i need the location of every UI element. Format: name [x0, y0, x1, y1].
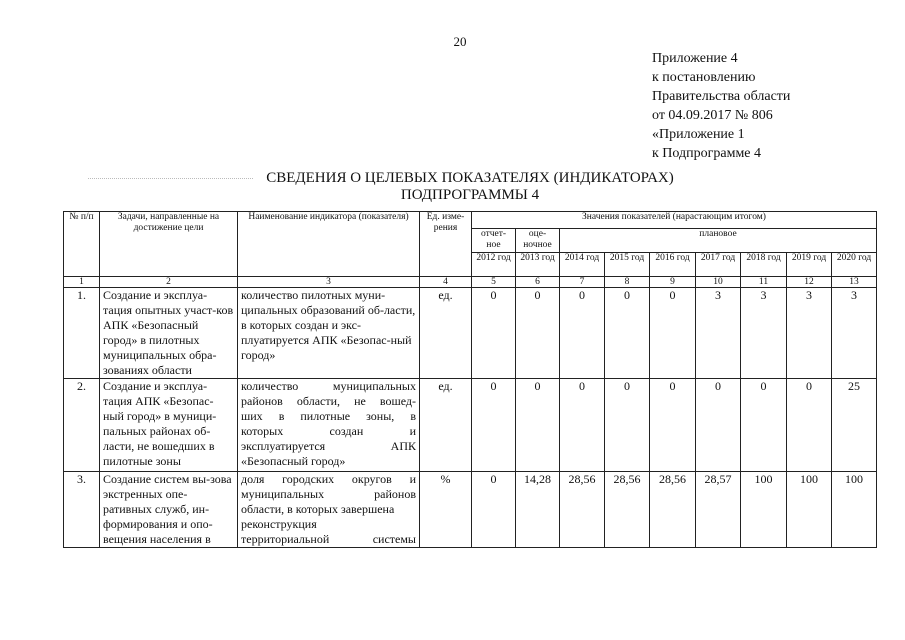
column-number: 10 [696, 277, 741, 288]
indicators-table [63, 211, 877, 548]
row-value: 3 [787, 288, 832, 379]
column-number: 9 [650, 277, 696, 288]
row-value: 28,57 [696, 472, 741, 548]
row-number: 2. [64, 379, 100, 472]
indicator-line: ших в пилотные зоны, в [241, 409, 416, 423]
appendix-line: от 04.09.2017 № 806 [652, 108, 773, 123]
column-number: 5 [472, 277, 516, 288]
header-year: 2013 год [516, 253, 560, 277]
column-number: 13 [832, 277, 877, 288]
row-value: 28,56 [560, 472, 605, 548]
row-unit: ед. [420, 288, 472, 379]
header-tasks: Задачи, направленные на достижение цели [100, 212, 238, 277]
row-number: 3. [64, 472, 100, 548]
indicator-line: которых создан и [241, 424, 416, 438]
document-title [150, 170, 790, 204]
row-value: 0 [696, 379, 741, 472]
row-value: 0 [741, 379, 787, 472]
row-value: 0 [605, 379, 650, 472]
row-value: 25 [832, 379, 877, 472]
header-indicator: Наименование индикатора (показателя) [238, 212, 420, 277]
row-value: 0 [605, 288, 650, 379]
column-number: 4 [420, 277, 472, 288]
row-task: Создание систем вы-зова экстренных опе-ративных служб, ин-формирования и опо-вещения населения в [100, 472, 238, 548]
header-estimate: оце-ночное [516, 229, 560, 253]
header-planned: плановое [560, 229, 877, 253]
header-year: 2017 год [696, 253, 741, 277]
row-value: 28,56 [605, 472, 650, 548]
row-value: 0 [787, 379, 832, 472]
indicator-line: «Безопасный город» [241, 454, 346, 468]
column-number: 8 [605, 277, 650, 288]
row-unit: % [420, 472, 472, 548]
header-values: Значения показателей (нарастающим итогом) [472, 212, 877, 229]
row-value: 0 [650, 379, 696, 472]
row-indicator [238, 472, 420, 548]
header-year: 2018 год [741, 253, 787, 277]
appendix-line: Правительства области [652, 89, 791, 104]
row-indicator: количество пилотных муни-ципальных образований об-ласти, в которых создан и экс-плуатируется АПК «Безопас-ный город» [238, 288, 420, 379]
appendix-line: к Подпрограмме 4 [652, 146, 762, 161]
row-number: 1. [64, 288, 100, 379]
header-unit: Ед. изме-рения [420, 212, 472, 277]
table-row [64, 288, 877, 379]
header-year: 2014 год [560, 253, 605, 277]
title-line-1: СВЕДЕНИЯ О ЦЕЛЕВЫХ ПОКАЗАТЕЛЯХ (ИНДИКАТОРАХ) [266, 170, 674, 186]
row-task: Создание и эксплуа-тация опытных участ-ков АПК «Безопасный город» в пилотных муниципальных обра-зованиях области [100, 288, 238, 379]
page-number: 20 [453, 34, 467, 49]
column-number: 12 [787, 277, 832, 288]
appendix-line: Приложение 4 [652, 51, 738, 66]
row-value: 0 [472, 472, 516, 548]
indicator-line: доля городских округов и [241, 472, 416, 486]
title-line-2: ПОДПРОГРАММЫ 4 [400, 187, 540, 203]
row-value: 100 [787, 472, 832, 548]
row-value: 100 [741, 472, 787, 548]
row-value: 28,56 [650, 472, 696, 548]
header-report: отчет-ное [472, 229, 516, 253]
row-value: 3 [741, 288, 787, 379]
header-year: 2020 год [832, 253, 877, 277]
indicator-line: территориальной системы [241, 532, 416, 546]
row-unit: ед. [420, 379, 472, 472]
row-value: 0 [560, 379, 605, 472]
indicator-line: эксплуатируется АПК [241, 439, 416, 453]
indicator-line: области, в которых завершена [241, 502, 395, 516]
row-value: 0 [472, 288, 516, 379]
indicator-line: количество муниципальных [241, 379, 416, 393]
row-value: 0 [560, 288, 605, 379]
header-year: 2019 год [787, 253, 832, 277]
row-value: 3 [832, 288, 877, 379]
row-value: 0 [472, 379, 516, 472]
row-value: 0 [516, 379, 560, 472]
row-value: 14,28 [516, 472, 560, 548]
appendix-line: к постановлению [652, 70, 756, 85]
header-year: 2012 год [472, 253, 516, 277]
column-number: 6 [516, 277, 560, 288]
header-year: 2015 год [605, 253, 650, 277]
row-value: 0 [516, 288, 560, 379]
column-number: 2 [100, 277, 238, 288]
row-value: 3 [696, 288, 741, 379]
indicator-line: реконструкция [241, 517, 317, 531]
indicator-line: муниципальных районов [241, 487, 416, 501]
indicator-line: районов области, не вошед- [241, 394, 416, 408]
appendix-line: «Приложение 1 [652, 127, 745, 142]
table-row [64, 472, 877, 548]
row-indicator [238, 379, 420, 472]
header-num: № п/п [64, 212, 100, 277]
column-number: 3 [238, 277, 420, 288]
table-row [64, 379, 877, 472]
row-task: Создание и эксплуа-тация АПК «Безопас-ный город» в муници-пальных районах об-ласти, не вошедших в пилотные зоны [100, 379, 238, 472]
column-number: 11 [741, 277, 787, 288]
header-year: 2016 год [650, 253, 696, 277]
column-number: 1 [64, 277, 100, 288]
row-value: 100 [832, 472, 877, 548]
column-number: 7 [560, 277, 605, 288]
appendix-note [652, 49, 790, 163]
row-value: 0 [650, 288, 696, 379]
